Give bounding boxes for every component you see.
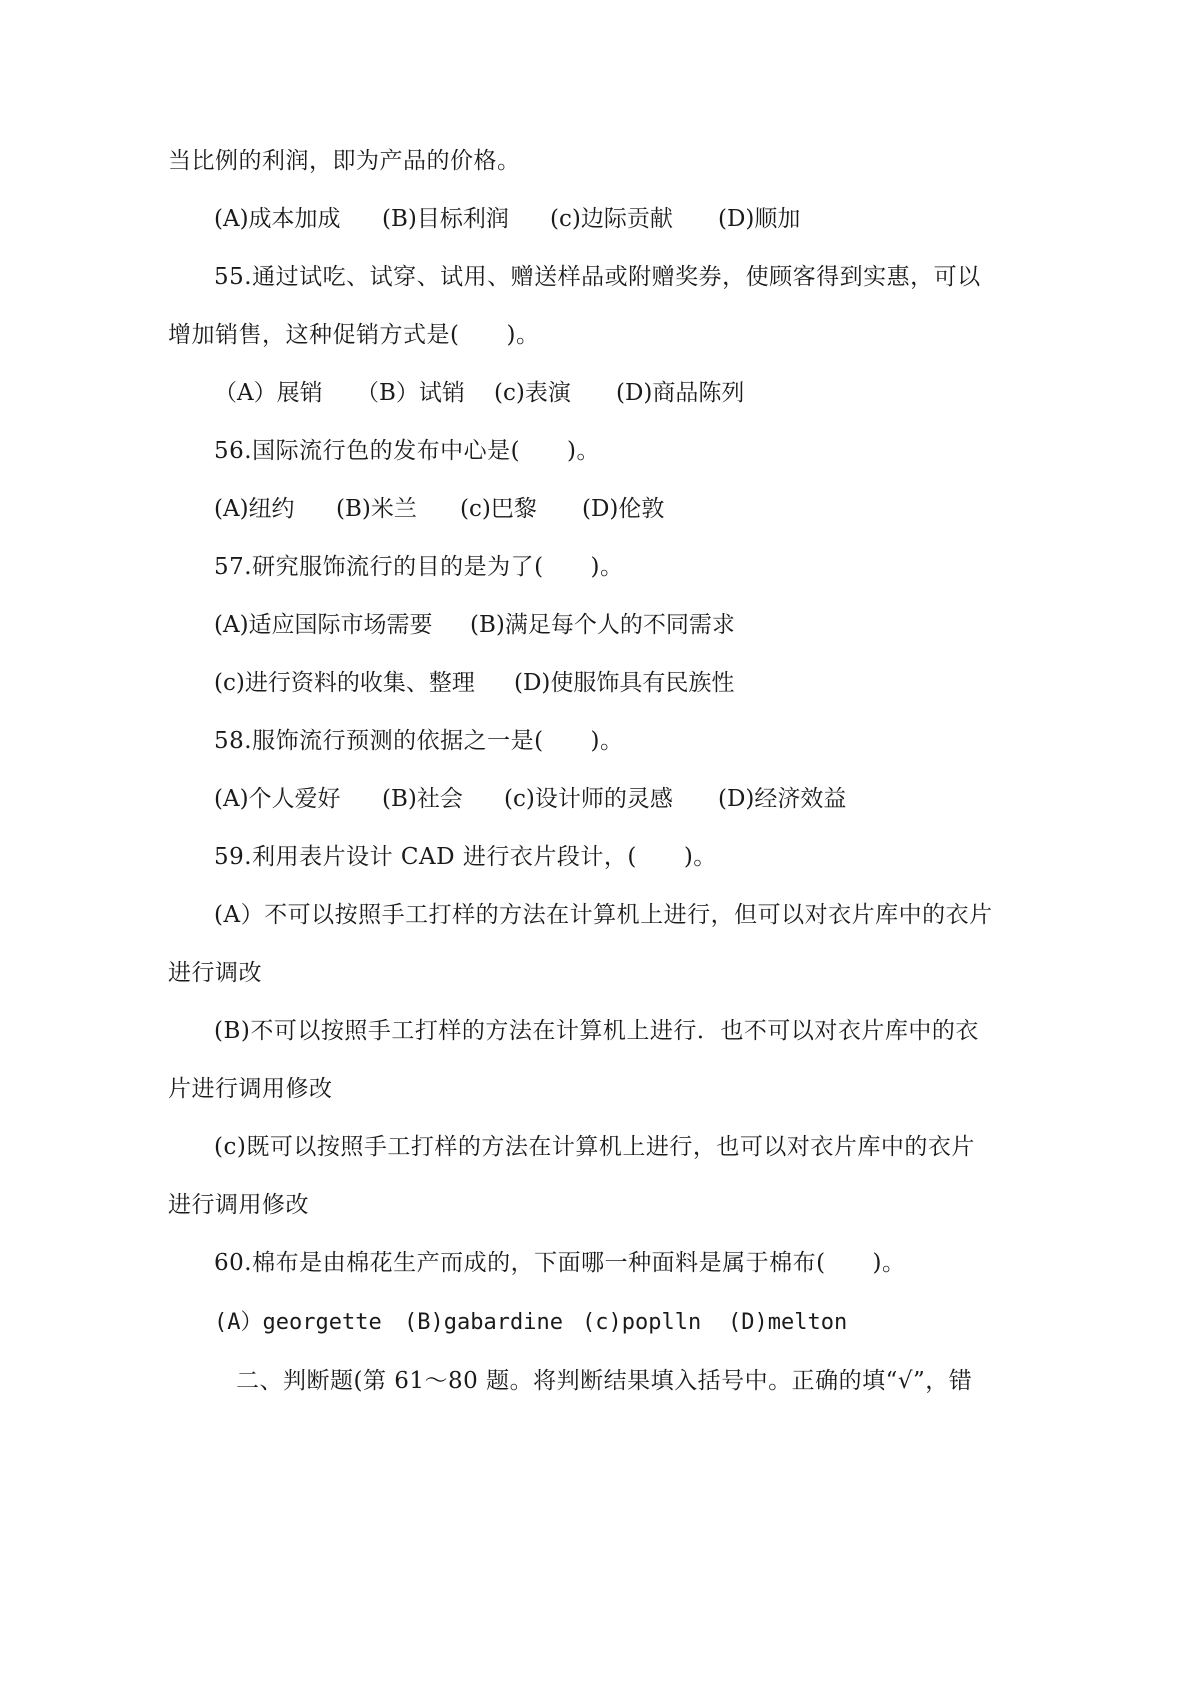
question-58: 58.服饰流行预测的依据之一是( )。 [214,728,624,754]
option-b: (B)满足每个人的不同需求 [470,612,735,638]
option-d: (D)经济效益 [718,786,847,812]
question-60: 60.棉布是由棉花生产而成的，下面哪一种面料是属于棉布( )。 [214,1250,906,1276]
option-c: (c)边际贡献 [550,206,673,232]
option-c: (c)poplln [582,1310,702,1335]
option-b: (B)不可以按照手工打样的方法在计算机上进行．也不可以对衣片库中的衣 [214,1018,979,1044]
option-a: (A)适应国际市场需要 [214,612,433,638]
option-b: (B)社会 [382,786,463,812]
option-a-cont: 进行调改 [168,960,262,986]
option-a: (A）不可以按照手工打样的方法在计算机上进行，但可以对衣片库中的衣片 [214,902,993,928]
option-b: (B)米兰 [336,496,417,522]
option-c: (c)既可以按照手工打样的方法在计算机上进行，也可以对衣片库中的衣片 [214,1134,975,1160]
option-d: (D)melton [728,1310,848,1335]
option-c: (c)进行资料的收集、整理 [214,670,475,696]
option-a: (A)个人爱好 [214,786,341,812]
option-d: (D)商品陈列 [616,380,745,406]
option-a: (A)纽约 [214,496,295,522]
question-56: 56.国际流行色的发布中心是( )。 [214,438,601,464]
option-a: （A）展销 [214,380,323,406]
option-c-cont: 进行调用修改 [168,1192,309,1218]
option-c: (c)表演 [494,380,571,406]
option-a: (A）georgette [214,1310,382,1335]
option-b: (B)gabardine [404,1310,563,1335]
option-b: (B)目标利润 [382,206,509,232]
question-55: 55.通过试吃、试穿、试用、赠送样品或附赠奖券，使顾客得到实惠，可以 [214,264,981,290]
option-d: (D)使服饰具有民族性 [514,670,735,696]
question-59: 59.利用表片设计 CAD 进行衣片段计，( )。 [214,844,717,870]
option-c: (c)设计师的灵感 [504,786,673,812]
option-c: (c)巴黎 [460,496,537,522]
section-heading: 二、判断题(第 61～80 题。将判断结果填入括号中。正确的填“√”，错 [236,1368,973,1394]
option-d: (D)顺加 [718,206,801,232]
question-55-cont: 增加销售，这种促销方式是( )。 [168,322,540,348]
option-b-cont: 片进行调用修改 [168,1076,333,1102]
option-b: （B）试销 [356,380,465,406]
option-a: (A)成本加成 [214,206,341,232]
question-57: 57.研究服饰流行的目的是为了( )。 [214,554,624,580]
text-line: 当比例的利润，即为产品的价格。 [168,148,521,174]
option-d: (D)伦敦 [582,496,665,522]
